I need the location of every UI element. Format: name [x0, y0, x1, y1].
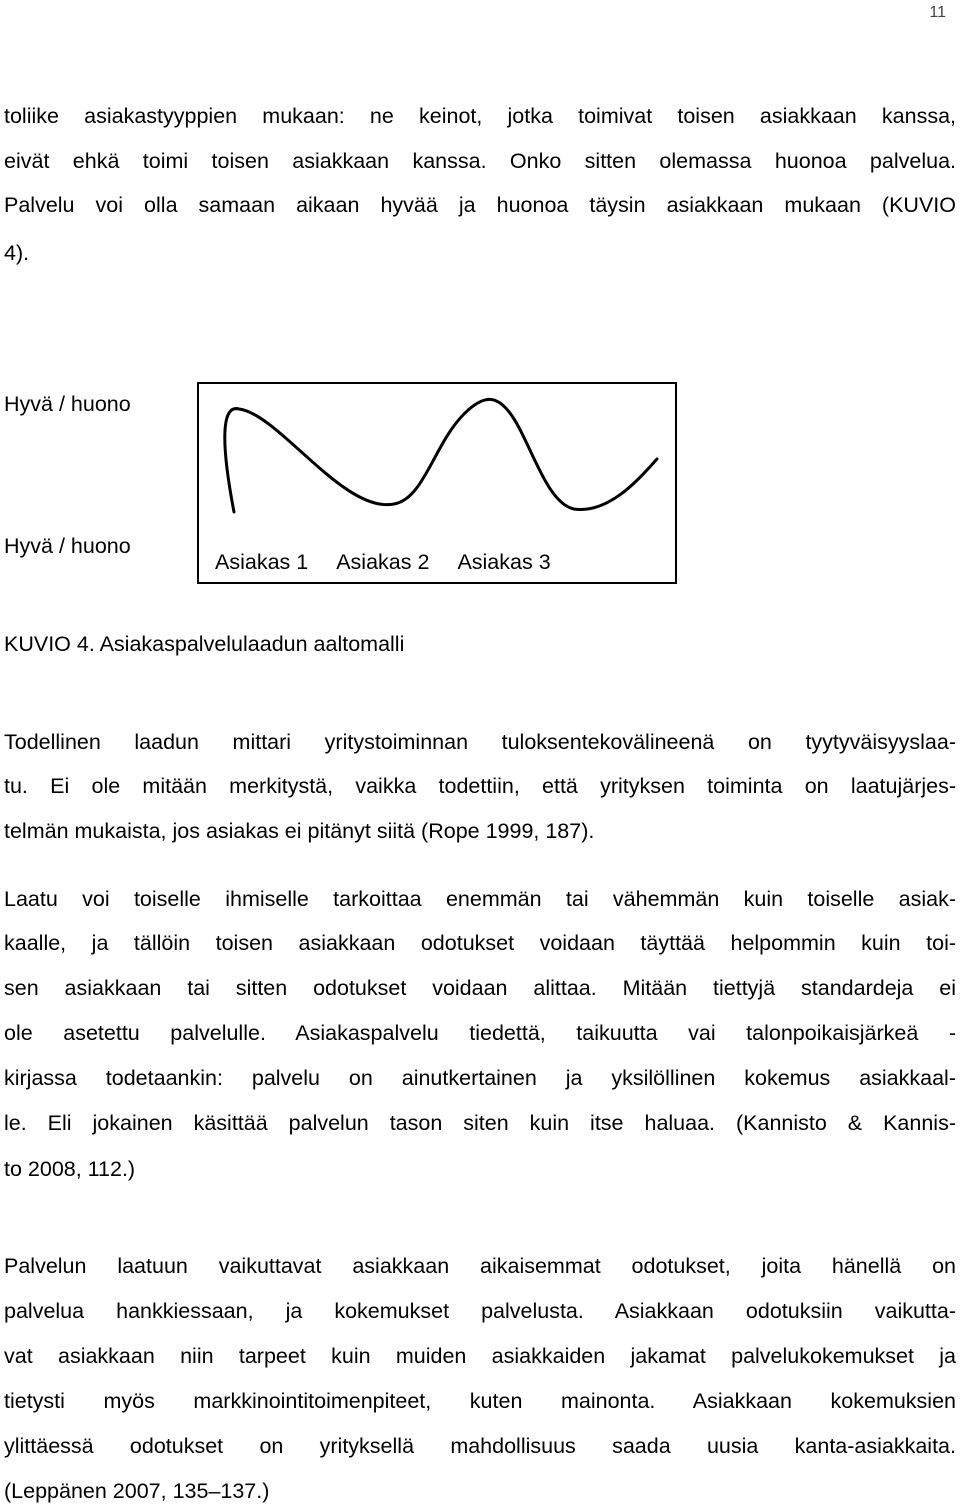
intro-line-3: Palvelu voi olla samaan aikaan hyvää ja huonoa täysin asiakkaan mukaan (KUVIO	[4, 193, 956, 217]
figure-label-bottom: Hyvä / huono	[4, 534, 131, 558]
customer-2-label: Asiakas 2	[336, 550, 430, 574]
quality-wave-line	[225, 399, 657, 512]
figure-label-top: Hyvä / huono	[4, 392, 131, 416]
customer-1-label: Asiakas 1	[215, 550, 309, 574]
paragraph2-line-5: kirjassa todetaankin: palvelu on ainutkertainen ja yksilöllinen kokemus asiakkaal-	[4, 1066, 956, 1090]
paragraph3-line-5: ylittäessä odotukset on yrityksellä mahdollisuus saada uusia kanta-asiakkaita.	[4, 1434, 956, 1458]
paragraph2-line-6: le. Eli jokainen käsittää palvelun tason siten kuin itse haluaa. (Kannisto & Kannis-	[4, 1111, 956, 1135]
paragraph2-line-1: Laatu voi toiselle ihmiselle tarkoittaa enemmän tai vähemmän kuin toiselle asiak-	[4, 887, 956, 911]
customer-3-label: Asiakas 3	[457, 550, 551, 574]
paragraph1-line-2: tu. Ei ole mitään merkitystä, vaikka todettiin, että yrityksen toiminta on laatujärjes-	[4, 774, 956, 798]
wave-model-figure	[197, 382, 677, 584]
customer-axis-labels	[215, 550, 551, 575]
paragraph3-line-4: tietysti myös markkinointitoimenpiteet, kuten mainonta. Asiakkaan kokemuksien	[4, 1389, 956, 1413]
paragraph2-line-3: sen asiakkaan tai sitten odotukset voidaan alittaa. Mitään tiettyjä standardeja ei	[4, 976, 956, 1000]
paragraph1-line-3: telmän mukaista, jos asiakas ei pitänyt siitä (Rope 1999, 187).	[4, 819, 595, 843]
intro-line-1: toliike asiakastyyppien mukaan: ne keinot, jotka toimivat toisen asiakkaan kanssa,	[4, 104, 956, 128]
page-number: 11	[929, 4, 946, 21]
figure-caption: KUVIO 4. Asiakaspalvelulaadun aaltomalli	[4, 632, 405, 656]
paragraph3-line-6: (Leppänen 2007, 135–137.)	[4, 1479, 270, 1503]
paragraph2-line-2: kaalle, ja tällöin toisen asiakkaan odotukset voidaan täyttää helpommin kuin toi-	[4, 931, 956, 955]
intro-line-2: eivät ehkä toimi toisen asiakkaan kanssa. Onko sitten olemassa huonoa palvelua.	[4, 149, 956, 173]
paragraph3-line-1: Palvelun laatuun vaikuttavat asiakkaan aikaisemmat odotukset, joita hänellä on	[4, 1254, 956, 1278]
paragraph2-line-7: to 2008, 112.)	[4, 1157, 136, 1181]
intro-line-4: 4).	[4, 241, 30, 265]
paragraph3-line-2: palvelua hankkiessaan, ja kokemukset palvelusta. Asiakkaan odotuksiin vaikutta-	[4, 1299, 956, 1323]
paragraph1-line-1: Todellinen laadun mittari yritystoiminnan tuloksentekovälineenä on tyytyväisyyslaa-	[4, 730, 956, 754]
paragraph3-line-3: vat asiakkaan niin tarpeet kuin muiden asiakkaiden jakamat palvelukokemukset ja	[4, 1344, 956, 1368]
paragraph2-line-4: ole asetettu palvelulle. Asiakaspalvelu tiedettä, taikuutta vai talonpoikaisjärkeä -	[4, 1021, 956, 1045]
